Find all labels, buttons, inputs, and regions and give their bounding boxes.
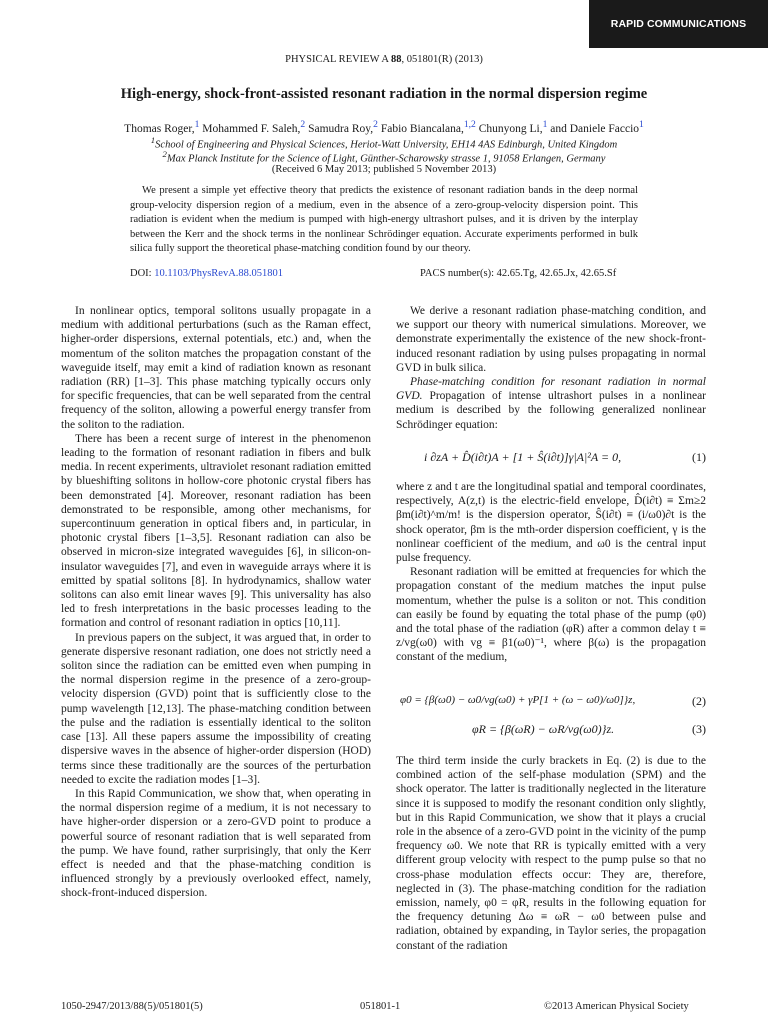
- affiliation-ref[interactable]: 2: [373, 119, 378, 130]
- affiliation-2: [0, 149, 768, 165]
- footer-copyright: ©2013 American Physical Society: [544, 1001, 689, 1012]
- section-text: Propagation of intense ultrashort pulses in a nonlinear medium is described by the following generalized nonlinear Schrödinger equation:: [396, 390, 706, 431]
- affiliation-ref[interactable]: 1,2: [463, 119, 476, 130]
- author: Fabio Biancalana,: [380, 122, 464, 135]
- affiliation-ref[interactable]: 2: [300, 119, 306, 130]
- equation-2: [396, 694, 706, 710]
- affiliation-ref[interactable]: 1: [639, 119, 644, 130]
- left-column: [61, 304, 371, 901]
- abstract: We present a simple yet effective theory that predicts the existence of resonant radiation bands in the deep normal group-velocity dispersion region of a medium, even in the absence of a zero-group-velocity dispersion point. This radiation is evident when the medium is pumped with high-energy ultrashort pulses, and it is driven by the interplay between the Kerr and the shock terms in the nonlinear Schrödinger equation. Accurate experiments performed in bulk silica fully support the theoretical phase-matching condition found by our theory.: [130, 185, 638, 254]
- rapid-communications-label: RAPID COMMUNICATIONS: [589, 0, 768, 48]
- paper-title: High-energy, shock-front-assisted resonant radiation in the normal dispersion regime: [120, 86, 648, 102]
- body-paragraph: There has been a recent surge of interest in the phenomenon leading to the formation of resonant radiation in fibers and bulk media. In recent experiments, ultraviolet resonant radiation emitted by blueshifting solitons in hollow-core photonic crystal fibers has been demonstrated [4]. Moreover, resonant radiation has been demonstrated to be responsible, among other mechanisms, for supercontinuum generation in optical fibers and, in particular, in photonic crystal fibers [1–3,5]. Resonant radiation can also be observed in micron-size integrated waveguides [6], in silicon-on-insulator waveguides [7], and even in waveguide arrays where it is emitted by spatial solitons [8]. In hydrodynamics, shallow water solitons can also emit linear waves [9]. This universality has also led to fresh interpretations in the basic processes leading to the formation and control of resonant radiation in optics [10,11].: [61, 432, 371, 630]
- journal-volume: 88: [391, 54, 402, 65]
- author: Samudra Roy,: [308, 122, 374, 135]
- right-column-bottom: [396, 754, 706, 953]
- right-column-middle: [396, 480, 706, 665]
- received-dates: (Received 6 May 2013; published 5 November 2013): [271, 164, 497, 175]
- body-paragraph: In nonlinear optics, temporal solitons usually propagate in a medium with additional perturbations (such as the Raman effect, higher-order dispersions, external potentials, etc.) and, when the momentum of the soliton matches the propagation constant of the waveguide itself, may emit a kind of radiation known as resonant radiation (RR) [1–3]. This phase matching typically occurs only for specific frequencies, that can be well separated from the central frequency of the soliton, allowing a powerful energy transfer from the soliton to the radiation.: [61, 305, 371, 431]
- right-column-top: [396, 304, 706, 432]
- equation-number: (2): [692, 694, 706, 708]
- affiliation-marker: 2: [162, 149, 167, 159]
- author: Chunyong Li,: [478, 122, 543, 135]
- equation-number: (3): [692, 722, 706, 736]
- footer-issn: 1050-2947/2013/88(5)/051801(5): [61, 1001, 203, 1012]
- author: Thomas Roger,: [124, 122, 195, 135]
- body-paragraph: We derive a resonant radiation phase-matching condition, and we support our theory with numerical simulations. Moreover, we demonstrate experimentally the existence of the new shock-front-induced resonant radiation by using pulses propagating in normal GVD in bulk silica.: [396, 305, 706, 374]
- author: Mohammed F. Saleh,: [202, 122, 301, 135]
- journal-header: [0, 54, 768, 65]
- equation-3: [396, 722, 706, 738]
- body-paragraph: where z and t are the longitudinal spatial and temporal coordinates, respectively, A(z,t) is the electric-field envelope, D̂(i∂t) ≡ Σm≥2 βm(i∂t)^m/m! is the dispersion operator, Ŝ(i∂t) ≡ (i/ω0)∂t is the shock operator, βm is the mth-order dispersion coefficient, γ is the nonlinear coefficient of the medium, and ω0 is the central input pulse frequency.: [396, 481, 706, 565]
- doi-link[interactable]: 10.1103/PhysRevA.88.051801: [154, 268, 284, 279]
- body-paragraph: In this Rapid Communication, we show that, when operating in the normal dispersion regime of a medium, it is not necessary to have higher-order dispersion or a zero-GVD point to produce a powerful source of resonant radiation that is well separated from the pump. We have found, rather surprisingly, that only the Kerr effect is needed and that the phase-matching condition is influenced strongly by a previously overlooked effect, namely, shock-front-induced dispersion.: [61, 787, 371, 900]
- equation-1: [396, 450, 706, 466]
- body-paragraph: The third term inside the curly brackets in Eq. (2) is due to the combined action of the self-phase modulation (SPM) and the shock operator. The latter is traditionally neglected in the literature since it is supposed to modify the resonant condition only slightly, but in this Rapid Communication, we show that it plays a crucial role in the absence of a zero-GVD point in the vicinity of the pump frequency ω0. We note that RR is typically emitted with a very different group velocity with respect to the pump pulse so that no cross-phase modulation effects occur: They are, therefore, neglected in (3). The phase-matching condition for the radiation emission, namely, φ0 = φR, results in the following equation for the frequency detuning Δω ≡ ωR − ω0 between pulse and radiation, obtained by expanding, in Taylor series, the propagation constant of the radiation: [396, 755, 706, 952]
- author: and Daniele Faccio: [550, 122, 640, 135]
- section-heading: Phase-matching condition for resonant radiation in normal GVD.: [396, 376, 706, 403]
- affiliation-marker: 1: [150, 135, 156, 145]
- body-paragraph: Resonant radiation will be emitted at frequencies for which the propagation constant of the medium matches the input pulse momentum, whether the pulse is a soliton or not. This condition can easily be found by equating the total phase of the pump (φ0) and the total phase of the radiation (φR) after a common delay t ≡ z/vg(ω0) with vg ≡ β1(ω0)⁻¹, where β(ω) is the propagation constant of the medium,: [396, 566, 706, 664]
- journal-issue: , 051801(R) (2013): [401, 54, 483, 65]
- affiliation-text: School of Engineering and Physical Sciences, Heriot-Watt University, EH14 4AS Edinburgh, United Kingdom: [155, 139, 618, 151]
- equation-body: i ∂zA + D̂(i∂t)A + [1 + Ŝ(i∂t)]γ|A|²A = 0,: [424, 450, 622, 464]
- affiliation-ref[interactable]: 1: [194, 119, 200, 130]
- doi-label: DOI:: [130, 268, 152, 279]
- affiliation-ref[interactable]: 1: [542, 119, 548, 130]
- equation-body: φ0 = {β(ω0) − ω0/vg(ω0) + γP[1 + (ω − ω0)/ω0]}z,: [400, 694, 636, 706]
- equation-number: (1): [692, 450, 706, 464]
- author-list: [0, 119, 768, 135]
- pacs-numbers: PACS number(s): 42.65.Tg, 42.65.Jx, 42.65.Sf: [420, 268, 617, 279]
- footer-page-number: 051801-1: [360, 1001, 401, 1012]
- journal-name: PHYSICAL REVIEW A: [285, 54, 389, 65]
- equation-body: φR = {β(ωR) − ωR/vg(ω0)}z.: [472, 722, 615, 736]
- affiliation-text: Max Planck Institute for the Science of Light, Günther-Scharowsky strasse 1, 91058 Erlangen, Germany: [166, 153, 606, 165]
- body-paragraph: In previous papers on the subject, it was argued that, in order to generate dispersive resonant radiation, one does not strictly need a soliton since the radiation can be emitted even when pumping in the normal dispersion regime in the presence of a zero-group-velocity dispersion (GVD) point that is sufficiently close to the pump wavelength [12,13]. The phase-matching condition between the pulse and the radiation is essentially identical to the soliton case [13]. All these papers assume the impossibility of creating dispersive waves in the absence of higher-order dispersion (HOD) terms since these traditionally are the sources of the perturbation needed to excite the radiation modes [1–3].: [61, 631, 371, 786]
- section-paragraph: [396, 375, 706, 432]
- doi: [130, 268, 283, 279]
